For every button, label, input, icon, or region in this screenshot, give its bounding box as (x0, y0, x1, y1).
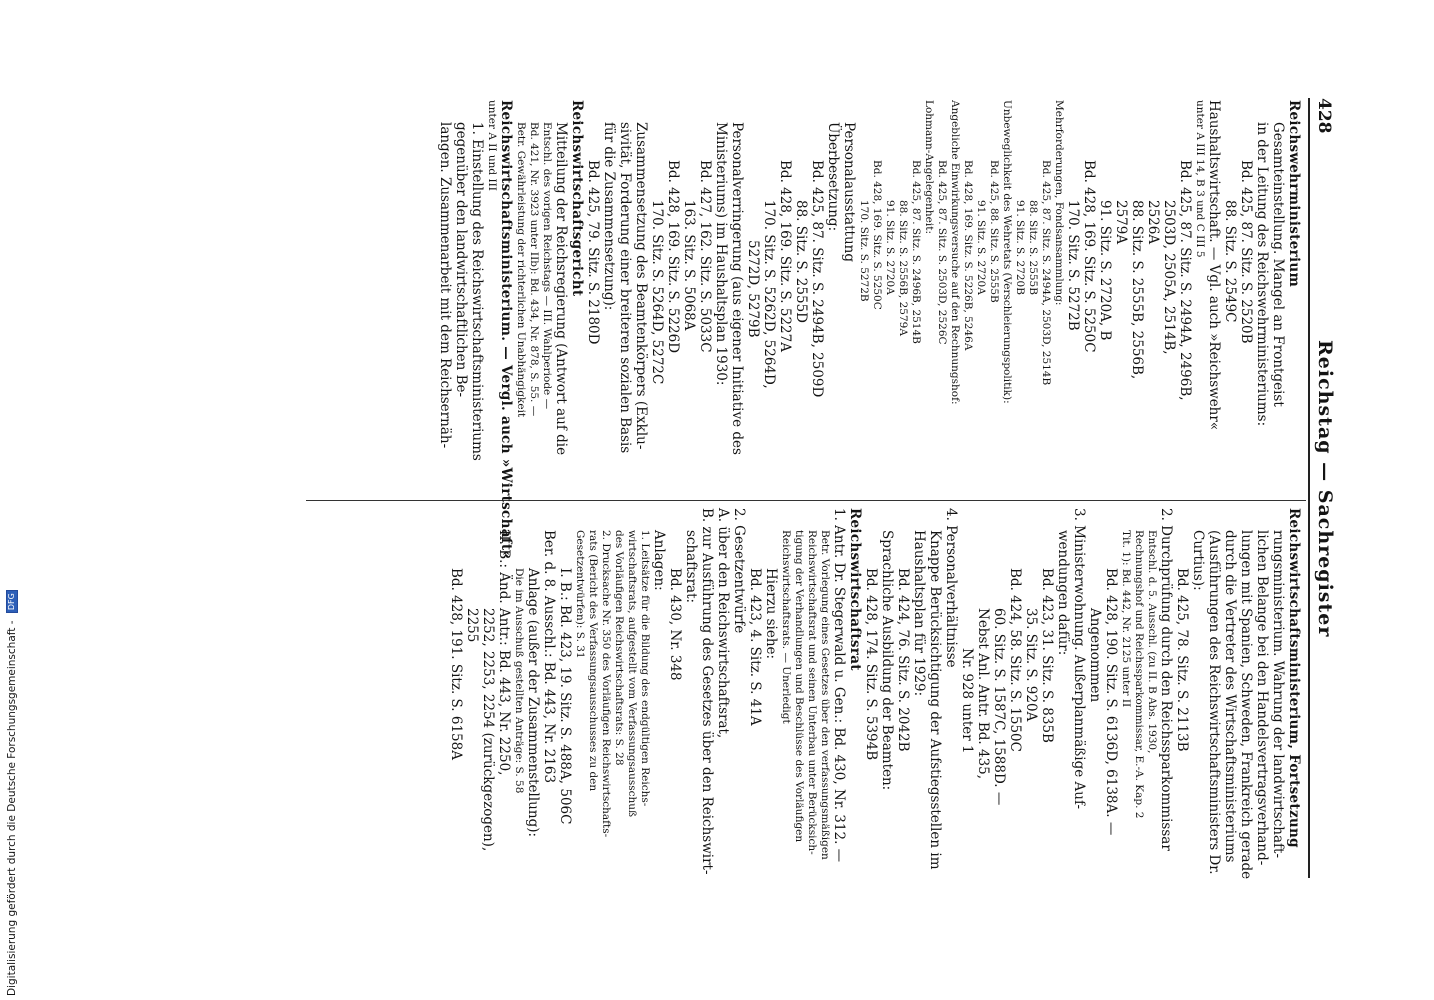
index-line: 2. Durchprüfung durch den Reichssparkommissar (1158, 508, 1174, 851)
index-line: gegenüber den landwirtschaftlichen Be- (453, 122, 469, 398)
index-line: Bd. 425, 87. Sitz. S. 2496B, 2514B (910, 160, 922, 344)
running-header (1312, 0, 1340, 1000)
index-line: Tit. 1): Bd. 442, Nr. 2125 unter II (1120, 530, 1132, 708)
index-line: in der Leitung des Reichswehrministeriums: (1254, 122, 1270, 427)
index-line: 2526A (1145, 200, 1161, 245)
column-divider (306, 500, 1306, 501)
index-line: Bd. 424, 76. Sitz. S. 2042B (895, 568, 911, 752)
index-line: des Vorläufigen Reichswirtschaftsrats: S. 28 (613, 530, 625, 766)
index-line: Bd. 421, Nr. 3923 unter IIb): Bd. 434, Nr. 878, S. 55. — (528, 122, 540, 417)
index-line: Knappe Berücksichtigung der Aufstiegsstellen im (927, 530, 943, 870)
index-line: 91. Sitz. S. 2720B (1014, 200, 1026, 295)
index-line: 35. Sitz. S. 920A (1023, 608, 1039, 722)
index-line: Mehrforderungen, Fondsansammlung: (1053, 100, 1065, 306)
entry-heading: Reichswirtschaftsministerium. — Vergl. auch »Wirtschaft« (498, 100, 514, 560)
index-line: für die Zusammensetzung): (601, 122, 617, 311)
index-line: lichen Belange bei den Handelsvertragsverhand- (1254, 530, 1270, 866)
index-line: Hierzu siehe: (763, 568, 779, 660)
index-line: Bd. 423, 31. Sitz. S. 835B (1039, 568, 1055, 743)
index-line: Die im Ausschuß gestellten Anträge: S. 58 (513, 568, 525, 794)
index-line: Bd. 425, 78. Sitz. S. 2113B (1174, 568, 1190, 752)
index-line: Bd. 425, 87. Sitz. S. 2494B, 2509D (809, 160, 825, 398)
index-line: Zusammensetzung des Beamtenkörpers (Exklu- (633, 122, 649, 450)
index-line: 91. Sitz. S. 2720A (884, 200, 896, 295)
index-line: 60. Sitz. S. 1587C, 1588D. — (991, 608, 1007, 806)
rotated-index-page (90, 0, 1340, 1000)
index-line: 3. Ministerwohnung. Außerplanmäßige Auf- (1071, 508, 1087, 810)
index-line: A. über den Reichswirtschaftsrat, (715, 508, 731, 739)
index-line: Bd. 428, 169. Sitz. S. 5226D (665, 160, 681, 354)
index-line: Ber. d. 8. Ausschl.: Bd. 443, Nr. 2163 (541, 530, 557, 784)
index-line: 2. Drucksache Nr. 350 des Vorläufigen Reichswirtschafts- (600, 530, 612, 838)
index-line: Lohmann-Angelegenheit: (923, 100, 935, 234)
index-line: Bd. 430, Nr. 348 (667, 568, 683, 681)
index-line: 2579A (1113, 200, 1129, 245)
index-line: wirtschaftsrats, aufgestellt vom Verfassungsausschuß (626, 530, 638, 818)
index-line: (Ausführungen des Reichswirtschaftsministers Dr. (1206, 530, 1222, 875)
index-line: II. B.: Änd. Antr.: Bd. 443, Nr. 2250, (496, 530, 512, 776)
index-line: Bd. 428, 169. Sitz. S. 5226B, 5246A (962, 160, 974, 351)
credit-text: Digitalisierung gefördert durch die Deutsche Forschungsgemeinschaft - (6, 620, 18, 996)
index-line: 1. Antr. Dr. Stegerwald u. Gen.: Bd. 430, Nr. 312. — (831, 508, 847, 863)
index-line: Bd. 423, 4. Sitz. S. 41A (747, 568, 763, 726)
index-line: 2252, 2253, 2254 (zurückgezogen), (480, 608, 496, 852)
index-line: Bd. 427, 162. Sitz. S. 5033C (697, 160, 713, 353)
running-title: Reichstag — Sachregister (1314, 340, 1336, 638)
index-line: 2. Gesetzentwürfe (731, 508, 747, 634)
index-line: Bd. 428, 174. Sitz. S. 5394B (863, 568, 879, 761)
index-line: Bd. 428, 190. Sitz. S. 6136D, 6138A. — (1103, 568, 1119, 836)
index-line: Bd. 425, 88. Sitz. S. 2555B (988, 160, 1000, 303)
index-line: Nr. 928 unter 1 (959, 648, 975, 754)
index-line: Bd. 424, 58. Sitz. S. 1550C (1007, 568, 1023, 752)
index-line: sivität, Forderung einer breiteren sozialen Basis (617, 122, 633, 454)
index-line: Entschl. des vorigen Reichstags — III. Wahlperiode — (541, 122, 553, 410)
page-number: 428 (1314, 98, 1334, 134)
index-line: tigung der Verhandlungen und Beschlüsse des Vorläufigen (793, 530, 805, 843)
index-line: Haushaltswirtschaft. — Vgl. auch »Reichswehr« (1206, 100, 1222, 431)
index-line: I. B.: Bd. 423, 19. Sitz. S. 488A, 506C (557, 568, 573, 825)
index-line: Angenommen (1087, 608, 1103, 703)
index-line: Mitteilung der Reichsregierung (Antwort auf die (553, 122, 569, 456)
index-line: Unbeweglichkeit des Wehretats (Verschleierungspolitik): (1001, 100, 1013, 404)
index-line: lungen mit Spanien, Schweden, Frankreich gerade (1238, 530, 1254, 880)
index-line: Sprachliche Ausbildung der Beamten: (879, 530, 895, 791)
index-line: 4. Personalverhältnisse (943, 508, 959, 668)
entry-heading: Reichswirtschaftsministerium, Fortsetzung (1286, 508, 1302, 848)
index-line: rats (Bericht des Verfassungsausschusses zu den (587, 530, 599, 792)
index-line: 88. Sitz. S. 2555D (793, 200, 809, 323)
index-line: B. zur Ausführung des Gesetzes über den Reichswirt- (699, 508, 715, 875)
dfg-logo: DFG (6, 590, 18, 613)
header-rule (1308, 98, 1310, 878)
index-line: 2503D, 2505A, 2514B, (1161, 200, 1177, 355)
index-line: Anlage (außer der Zusammenstellung): (525, 568, 541, 838)
entry-heading: Reichswirtschaftsgericht (569, 100, 585, 297)
index-line: Bd. 428, 191. Sitz. S. 6158A (448, 568, 464, 760)
index-line: Haushaltsplan für 1929: (911, 530, 927, 697)
index-line: Bd. 425, 87. Sitz. S. 2503D, 2526C (936, 160, 948, 345)
index-line: 170. Sitz. S. 5262D, 5264D, (761, 200, 777, 389)
index-line: Reichswirtschaftsrat und seinen Unterbau unter Berücksich- (806, 530, 818, 855)
index-line: Bd. 425, 87. Sitz. S. 2494A, 2503D, 2514B (1040, 160, 1052, 386)
index-line: 1. Leitsätze für die Bildung des endgültigen Reichs- (639, 530, 651, 807)
index-line: unter A III 14, B 3 und C III 5 (1194, 100, 1206, 258)
index-line: durch die Vertreter des Wirtschaftsministeriums (1222, 530, 1238, 863)
index-line: Personalausstattung (841, 122, 857, 262)
index-line: Reichswirtschaftsrats. — Unerledigt (780, 530, 792, 724)
index-line: Bd. 428, 169. Sitz. S. 5250C (871, 160, 883, 310)
index-line: 88. Sitz. S. 2549C (1222, 200, 1238, 323)
entry-heading: Reichswirtschaftsrat (847, 508, 863, 671)
index-line: 88. Sitz. S. 2556B, 2579A (897, 200, 909, 336)
index-line: Entschl. d. 5. Ausschl. (zu II. B Abs. 1930, (1146, 530, 1158, 754)
index-line: 1. Einstellung des Reichswirtschaftsministeriums (469, 122, 485, 461)
index-line: 91. Sitz. S. 2720A, B (1097, 200, 1113, 341)
index-line: Anlagen: (651, 530, 667, 591)
right-column (448, 508, 1302, 898)
index-line: 163. Sitz. S. 5068A (681, 200, 697, 331)
index-line: Curtius): (1190, 530, 1206, 591)
index-line: 170. Sitz. S. 5272B (858, 200, 870, 302)
index-line: Nebst Anl. Antr. Bd. 435, (975, 608, 991, 780)
index-line: Bd. 428, 169. Sitz. S. 5227A (777, 160, 793, 352)
index-line: Bd. 425, 87. Sitz. S. 2494A, 2496B, (1177, 160, 1193, 401)
index-line: wendungen dafür: (1055, 530, 1071, 656)
index-line: Überbesetzung: (825, 122, 841, 232)
index-line: Gesetzentwürfen): S. 31 (574, 530, 586, 659)
index-line: Gesamteinstellung. Mangel an Frontgeist (1270, 122, 1286, 407)
digitization-credit (4, 0, 20, 996)
index-line: Bd. 425, 79. Sitz. S. 2180D (585, 160, 601, 345)
index-line: 88. Sitz. S. 2555B, 2556B, (1129, 200, 1145, 380)
index-line: Angebliche Einwirkungsversuche auf den Rechnungshof: (949, 100, 961, 405)
index-line: rungsministerium. Wahrung der landwirtschaft- (1270, 530, 1286, 859)
index-line: 170. Sitz. S. 5272B (1065, 200, 1081, 331)
index-line: Personalverringerung (aus eigener Initiative des (729, 122, 745, 455)
index-line: Bd. 425, 87. Sitz. S. 2520B (1238, 160, 1254, 344)
index-line: schaftsrat: (683, 530, 699, 604)
entry-heading: Reichswehrministerium (1286, 100, 1302, 288)
left-column (437, 100, 1302, 560)
index-line: Betr. Gewährleistung der richterlichen Unabhängigkeit (515, 122, 527, 418)
index-line: Betr. Vorlegung eines Gesetzes über den verfassungsmäßigen (819, 530, 831, 860)
index-line: 170. Sitz. S. 5264D, 5272C (649, 200, 665, 385)
index-line: 5272D, 5279B (745, 240, 761, 338)
index-line: 91. Sitz. S. 2720A (975, 200, 987, 295)
index-line: Bd. 428, 169. Sitz. S. 5250C (1081, 160, 1097, 353)
index-line: langen. Zusammenarbeit mit dem Reichsernäh- (437, 122, 453, 449)
index-line: unter A II und III (486, 100, 498, 191)
index-line: 2255 (464, 608, 480, 643)
index-line: 88. Sitz. S. 2555B (1027, 200, 1039, 295)
index-line: Ministeriums) im Haushaltsplan 1930: (713, 122, 729, 386)
index-line: Rechnungshof und Reichssparkommissar, E.-A. Kap. 2 (1133, 530, 1145, 819)
